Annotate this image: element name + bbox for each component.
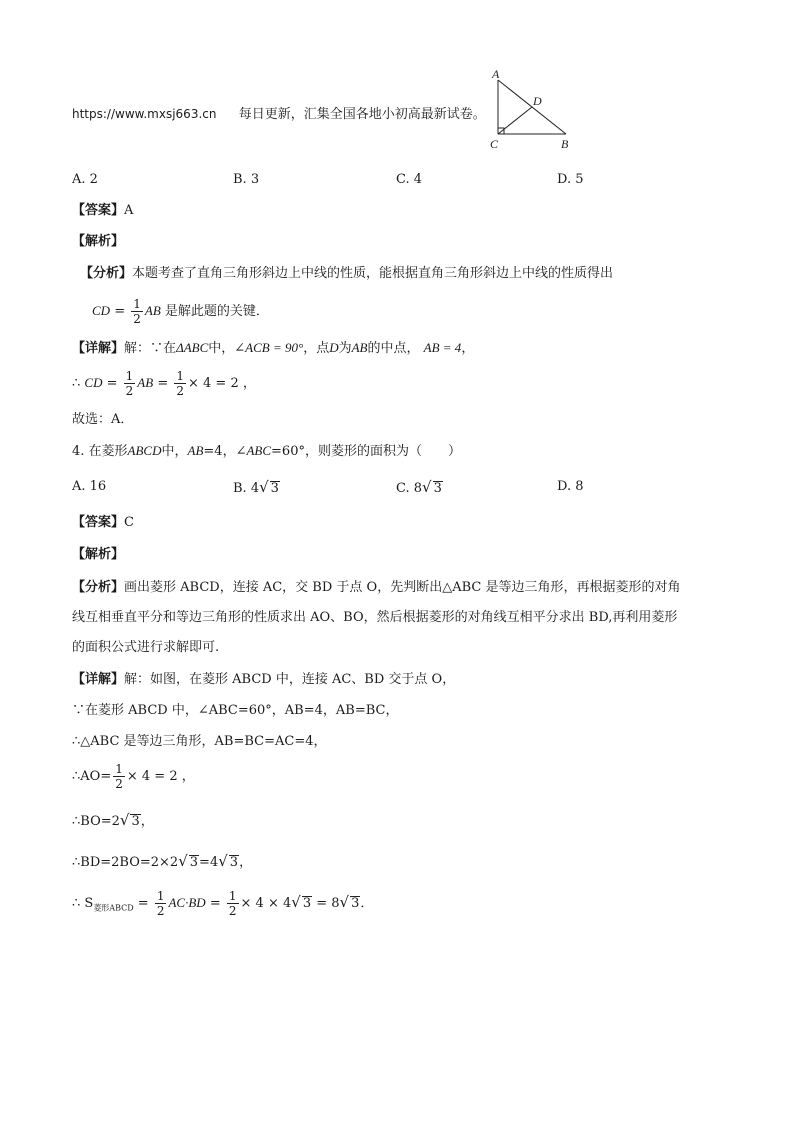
q3-option-b: B. 3 — [233, 172, 260, 187]
fraction-half: $\frac{1}{2}$ — [133, 297, 141, 326]
fenxi-tag: 【分析】 — [80, 266, 133, 281]
therefore-icon: ∴ — [72, 376, 81, 391]
q3-choose: 故选：A． — [72, 412, 134, 427]
q4-option-a: A. 16 — [72, 479, 107, 494]
q4-step-4: ∴BO=2√ 3， — [72, 811, 154, 829]
q3-fenxi — [80, 264, 613, 284]
analysis-tag: 【解析】 — [72, 234, 125, 249]
source-slogan: 每日更新，汇集全国各地小初高最新试卷。 — [238, 107, 486, 122]
q4-fenxi-l1: 【分析】画出菱形 ABCD，连接 AC，交 BD 于点 O，先判断出△ABC 是等边三角形，再根据菱形的对角 — [72, 580, 681, 595]
q3-option-d: D. 5 — [557, 172, 584, 187]
label-a: A — [492, 68, 500, 81]
q4-step-2: ∴△ABC 是等边三角形，AB=BC=AC=4， — [72, 734, 327, 749]
q4-stem: 4. 在菱形ABCD中，AB=4，∠ABC=60°，则菱形的面积为（ ） — [72, 443, 461, 459]
label-b: B — [561, 137, 569, 151]
triangle-figure — [486, 68, 576, 154]
q4-fenxi-l3: 的面积公式进行求解即可. — [72, 640, 220, 655]
q4-fenxi-l2: 线互相垂直平分和等边三角形的性质求出 AO、BO，然后根据菱形的对角线互相平分求出 BD,再利用菱形 — [72, 610, 678, 625]
q4-step-1: ∵在菱形 ABCD 中，∠ABC=60°，AB=4，AB=BC， — [72, 703, 399, 718]
q3-answer — [72, 201, 133, 221]
q3-detail: 【详解】解：∵在ΔABC中，∠ACB = 90°，点D为AB的中点， AB = 4， — [72, 340, 475, 356]
q3-option-a: A. 2 — [72, 172, 98, 187]
q4-detail: 【详解】解：如图，在菱形 ABCD 中，连接 AC、BD 交于点 O， — [72, 672, 456, 687]
q4-answer: 【答案】C — [72, 515, 134, 530]
label-d: D — [533, 94, 542, 108]
source-url: https://www.mxsj663.cn — [72, 107, 217, 121]
q4-option-b: B. 4√ 3 — [233, 478, 279, 496]
q3-calc: ∴ CD = $\frac{1}{2}$ AB = $\frac{1}{2}$ × 4 = 2 ， — [72, 369, 256, 398]
key-suffix: 是解此题的关键． — [164, 304, 269, 319]
because-icon: ∵ — [150, 341, 164, 356]
header-line — [72, 104, 486, 125]
answer-value: A — [124, 203, 134, 218]
q4-option-d: D. 8 — [557, 479, 584, 494]
median-cd — [498, 107, 532, 134]
q4-option-c: C. 8√ 3 — [396, 478, 442, 496]
q3-analysis-tag — [72, 232, 124, 252]
fenxi-text: 本题考查了直角三角形斜边上中线的性质，能根据直角三角形斜边上中线的性质得出 — [132, 266, 614, 281]
q3-key-formula: CD = $\frac{1}{2}$ AB 是解此题的关键． — [92, 297, 269, 326]
q4-step-3: ∴AO= $\frac{1}{2}$ × 4 = 2 ， — [72, 762, 195, 791]
q4-analysis-tag: 【解析】 — [72, 547, 125, 562]
label-c: C — [490, 137, 499, 151]
q3-option-c: C. 4 — [396, 172, 423, 187]
answer-tag: 【答案】 — [72, 203, 125, 218]
q4-step-6: ∴ $S_{菱形ABCD}$ = $\frac{1}{2}$ AC·BD = $\frac{1}{2}$ × 4 × 4√ 3 = 8√ 3． — [72, 889, 374, 918]
q4-step-5: ∴BD=2BO=2×2√ 3=4√ 3， — [72, 852, 253, 870]
